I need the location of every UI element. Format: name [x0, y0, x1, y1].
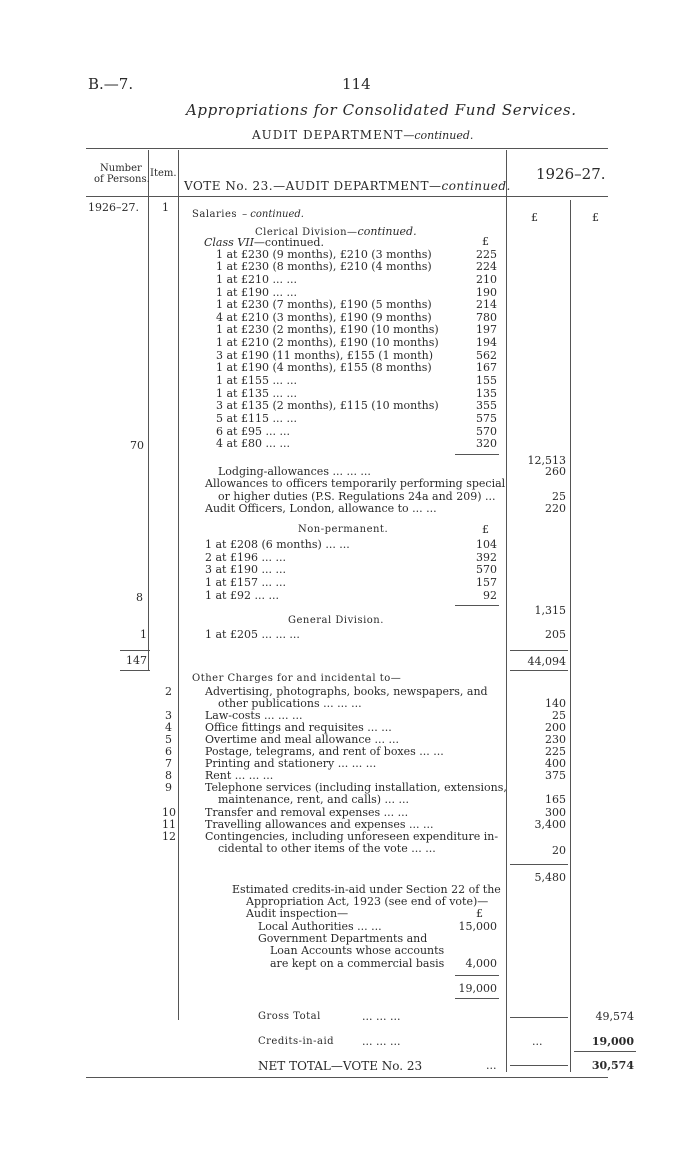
- list-item-cont: other publications ... ... ...: [218, 697, 362, 710]
- general-amount: 205: [545, 628, 566, 641]
- header-rule: [86, 148, 608, 149]
- page-ref: B.—7.: [88, 75, 134, 93]
- list-item-amount: 200: [545, 721, 566, 734]
- persons-8: 8: [136, 591, 143, 604]
- list-item: Transfer and removal expenses ... ...: [205, 806, 409, 819]
- persons-1: 1: [140, 628, 147, 641]
- page-title: Appropriations for Consolidated Fund Services.: [186, 101, 577, 119]
- list-item: 1 at £155 ... ...: [216, 374, 297, 387]
- nonperm-pound: £: [482, 523, 489, 536]
- list-item: Advertising, photographs, books, newspapers, and: [205, 685, 488, 698]
- credits-in-aid-mid: ...: [532, 1035, 543, 1048]
- allowance-temp-l1: Allowances to officers temporarily performing special: [205, 477, 506, 490]
- credits-pound: £: [476, 907, 483, 920]
- list-item: 3 at £190 ... ...: [205, 563, 286, 576]
- salaries-total-rule: [510, 650, 568, 651]
- net-rule: [574, 1051, 636, 1052]
- list-item: 1 at £190 ... ...: [216, 286, 297, 299]
- list-item-amount: 197: [476, 323, 497, 336]
- credits-rule-2: [455, 998, 499, 999]
- list-item-number: 9: [165, 781, 172, 794]
- list-item: 3 at £135 (2 months), £115 (10 months): [216, 399, 439, 412]
- credits-local-amount: 15,000: [458, 920, 497, 933]
- allowance-lodging-amount: 260: [545, 465, 566, 478]
- list-item-amount: 300: [545, 806, 566, 819]
- allowance-london-amount: 220: [545, 502, 566, 515]
- credits-gov-l2: Loan Accounts whose accounts: [270, 944, 445, 957]
- list-item-amount: 190: [476, 286, 497, 299]
- list-item: Office fittings and requisites ... ...: [205, 721, 392, 734]
- list-item: Printing and stationery ... ... ...: [205, 757, 377, 770]
- list-item-number: 4: [165, 721, 172, 734]
- credits-gov-l3: are kept on a commercial basis: [270, 957, 445, 970]
- item-1: 1: [162, 201, 169, 214]
- total-persons: 147: [126, 654, 147, 667]
- net-total-dots: ...: [486, 1059, 497, 1072]
- list-item: 5 at £115 ... ...: [216, 412, 297, 425]
- col-divider-item: [178, 150, 179, 1020]
- list-item-number: 7: [165, 757, 172, 770]
- other-charges-heading: Other Charges for and incidental to—: [192, 673, 402, 684]
- list-item: 1 at £230 (9 months), £210 (3 months): [216, 248, 432, 261]
- list-item: 2 at £196 ... ...: [205, 551, 286, 564]
- page-number: 114: [342, 75, 371, 93]
- list-item-amount: 140: [545, 697, 566, 710]
- list-item-number: 10: [162, 806, 176, 819]
- list-item-amount: 320: [476, 437, 497, 450]
- salaries-total-rule-2: [510, 670, 568, 671]
- list-item-amount: 25: [552, 709, 566, 722]
- gross-dash: [510, 1017, 568, 1018]
- list-item-amount: 575: [476, 412, 497, 425]
- list-item: 1 at £210 (2 months), £190 (10 months): [216, 336, 439, 349]
- list-item: 1 at £208 (6 months) ... ...: [205, 538, 350, 551]
- list-item-number: 12: [162, 830, 176, 843]
- list-item-amount: 214: [476, 298, 497, 311]
- list-item-amount: 92: [483, 589, 497, 602]
- class7-heading: Class VII—continued.: [204, 236, 324, 249]
- list-item: Rent ... ... ...: [205, 769, 274, 782]
- colhead-rule: [86, 196, 608, 197]
- list-item: 1 at £210 ... ...: [216, 273, 297, 286]
- gross-total-amount: 49,574: [595, 1010, 634, 1023]
- pound-col2: £: [592, 211, 599, 224]
- list-item: Postage, telegrams, and rent of boxes ... ...: [205, 745, 444, 758]
- list-item-amount: 230: [545, 733, 566, 746]
- net-dash: [510, 1065, 568, 1066]
- clerical-heading: Clerical Division—continued.: [255, 225, 417, 238]
- list-item: 1 at £230 (8 months), £210 (4 months): [216, 260, 432, 273]
- list-item-amount: 400: [545, 757, 566, 770]
- nonperm-heading: Non-permanent.: [298, 524, 389, 535]
- list-item-amount: 375: [545, 769, 566, 782]
- credits-estimate-l2: Appropriation Act, 1923 (see end of vote)—: [246, 895, 489, 908]
- gross-total-label: Gross Total: [258, 1011, 321, 1022]
- persons-70: 70: [130, 439, 144, 452]
- other-charges-total: 5,480: [534, 871, 566, 884]
- list-item-amount: 210: [476, 273, 497, 286]
- pound-col1: £: [531, 211, 538, 224]
- list-item-cont: maintenance, rent, and calls) ... ...: [218, 793, 410, 806]
- persons-year-label: 1926–27.: [88, 201, 139, 214]
- list-item-number: 8: [165, 769, 172, 782]
- general-row: 1 at £205 ... ... ...: [205, 628, 300, 641]
- credits-local: Local Authorities ... ...: [258, 920, 382, 933]
- general-heading: General Division.: [288, 615, 384, 626]
- list-item: 1 at £135 ... ...: [216, 387, 297, 400]
- list-item-number: 5: [165, 733, 172, 746]
- list-item-amount: 157: [476, 576, 497, 589]
- list-item-amount: 225: [476, 248, 497, 261]
- list-item-number: 3: [165, 709, 172, 722]
- department-heading: AUDIT DEPARTMENT—continued.: [252, 128, 474, 142]
- credits-estimate-l1: Estimated credits-in-aid under Section 22 of the: [232, 883, 501, 896]
- col-divider-amount: [506, 150, 507, 1072]
- list-item-amount: 570: [476, 425, 497, 438]
- total-salaries: 44,094: [527, 655, 566, 668]
- col-year: 1926–27.: [536, 165, 606, 183]
- col-divider-amount2: [570, 200, 571, 1072]
- subtotal-rule: [455, 454, 499, 455]
- credits-in-aid-dots: ... ... ...: [362, 1035, 401, 1048]
- list-item: 1 at £92 ... ...: [205, 589, 279, 602]
- list-item-amount: 20: [552, 844, 566, 857]
- list-item: Telephone services (including installation, extensions,: [205, 781, 507, 794]
- allowance-temp-amount: 25: [552, 490, 566, 503]
- list-item-amount: 167: [476, 361, 497, 374]
- list-item: Contingencies, including unforeseen expenditure in-: [205, 830, 499, 843]
- allowance-temp-l2: or higher duties (P.S. Regulations 24a and 209) ...: [218, 490, 496, 503]
- list-item-amount: 104: [476, 538, 497, 551]
- credits-gov-amount: 4,000: [465, 957, 497, 970]
- list-item-amount: 562: [476, 349, 497, 362]
- list-item: Overtime and meal allowance ... ...: [205, 733, 399, 746]
- credits-rule: [455, 975, 499, 976]
- persons-total-rule-2: [120, 670, 150, 671]
- list-item: 1 at £230 (2 months), £190 (10 months): [216, 323, 439, 336]
- footer-rule: [86, 1077, 608, 1078]
- credits-in-aid-amount: 19,000: [591, 1035, 634, 1048]
- list-item-amount: 194: [476, 336, 497, 349]
- list-item: 1 at £157 ... ...: [205, 576, 286, 589]
- list-item: 4 at £210 (3 months), £190 (9 months): [216, 311, 432, 324]
- credits-gov-l1: Government Departments and: [258, 932, 428, 945]
- subtotal-clerical: 12,513: [527, 454, 566, 467]
- list-item: Travelling allowances and expenses ... ...: [205, 818, 434, 831]
- list-item: 4 at £80 ... ...: [216, 437, 290, 450]
- nonperm-rule: [455, 605, 499, 606]
- list-item-cont: cidental to other items of the vote ... ...: [218, 842, 436, 855]
- net-total-amount: 30,574: [591, 1059, 634, 1072]
- list-item-amount: 224: [476, 260, 497, 273]
- list-item-amount: 135: [476, 387, 497, 400]
- list-item-amount: 392: [476, 551, 497, 564]
- allowance-london: Audit Officers, London, allowance to ... ...: [205, 502, 437, 515]
- oc-total-rule: [510, 864, 568, 865]
- salaries-heading: Salaries – continued.: [192, 209, 304, 220]
- list-item: 1 at £230 (7 months), £190 (5 months): [216, 298, 432, 311]
- list-item-amount: 3,400: [534, 818, 566, 831]
- list-item-number: 6: [165, 745, 172, 758]
- credits-in-aid-label: Credits-in-aid: [258, 1036, 335, 1047]
- list-item-number: 11: [162, 818, 176, 831]
- credits-total: 19,000: [458, 982, 497, 995]
- list-item: 6 at £95 ... ...: [216, 425, 290, 438]
- col-item: Item.: [150, 168, 177, 179]
- list-item-amount: 165: [545, 793, 566, 806]
- list-item-amount: 780: [476, 311, 497, 324]
- col-persons-l2: of Persons.: [94, 174, 150, 185]
- subtotal-nonperm: 1,315: [534, 604, 566, 617]
- list-item: Law-costs ... ... ...: [205, 709, 303, 722]
- gross-total-dots: ... ... ...: [362, 1010, 401, 1023]
- net-total-label: NET TOTAL—VOTE No. 23: [258, 1059, 423, 1073]
- col-divider-persons: [148, 150, 149, 670]
- credits-estimate-l3: Audit inspection—: [246, 907, 349, 920]
- list-item: 1 at £190 (4 months), £155 (8 months): [216, 361, 432, 374]
- vote-title: VOTE No. 23.—AUDIT DEPARTMENT—continued.: [184, 179, 511, 193]
- list-item: 3 at £190 (11 months), £155 (1 month): [216, 349, 434, 362]
- list-item-amount: 355: [476, 399, 497, 412]
- col-persons-l1: Number: [100, 163, 142, 174]
- list-item-amount: 570: [476, 563, 497, 576]
- allowance-lodging: Lodging-allowances ... ... ...: [218, 465, 371, 478]
- list-item-amount: 155: [476, 374, 497, 387]
- persons-total-rule: [120, 650, 150, 651]
- list-item-amount: 225: [545, 745, 566, 758]
- list-item-number: 2: [165, 685, 172, 698]
- class7-pound: £: [482, 235, 489, 248]
